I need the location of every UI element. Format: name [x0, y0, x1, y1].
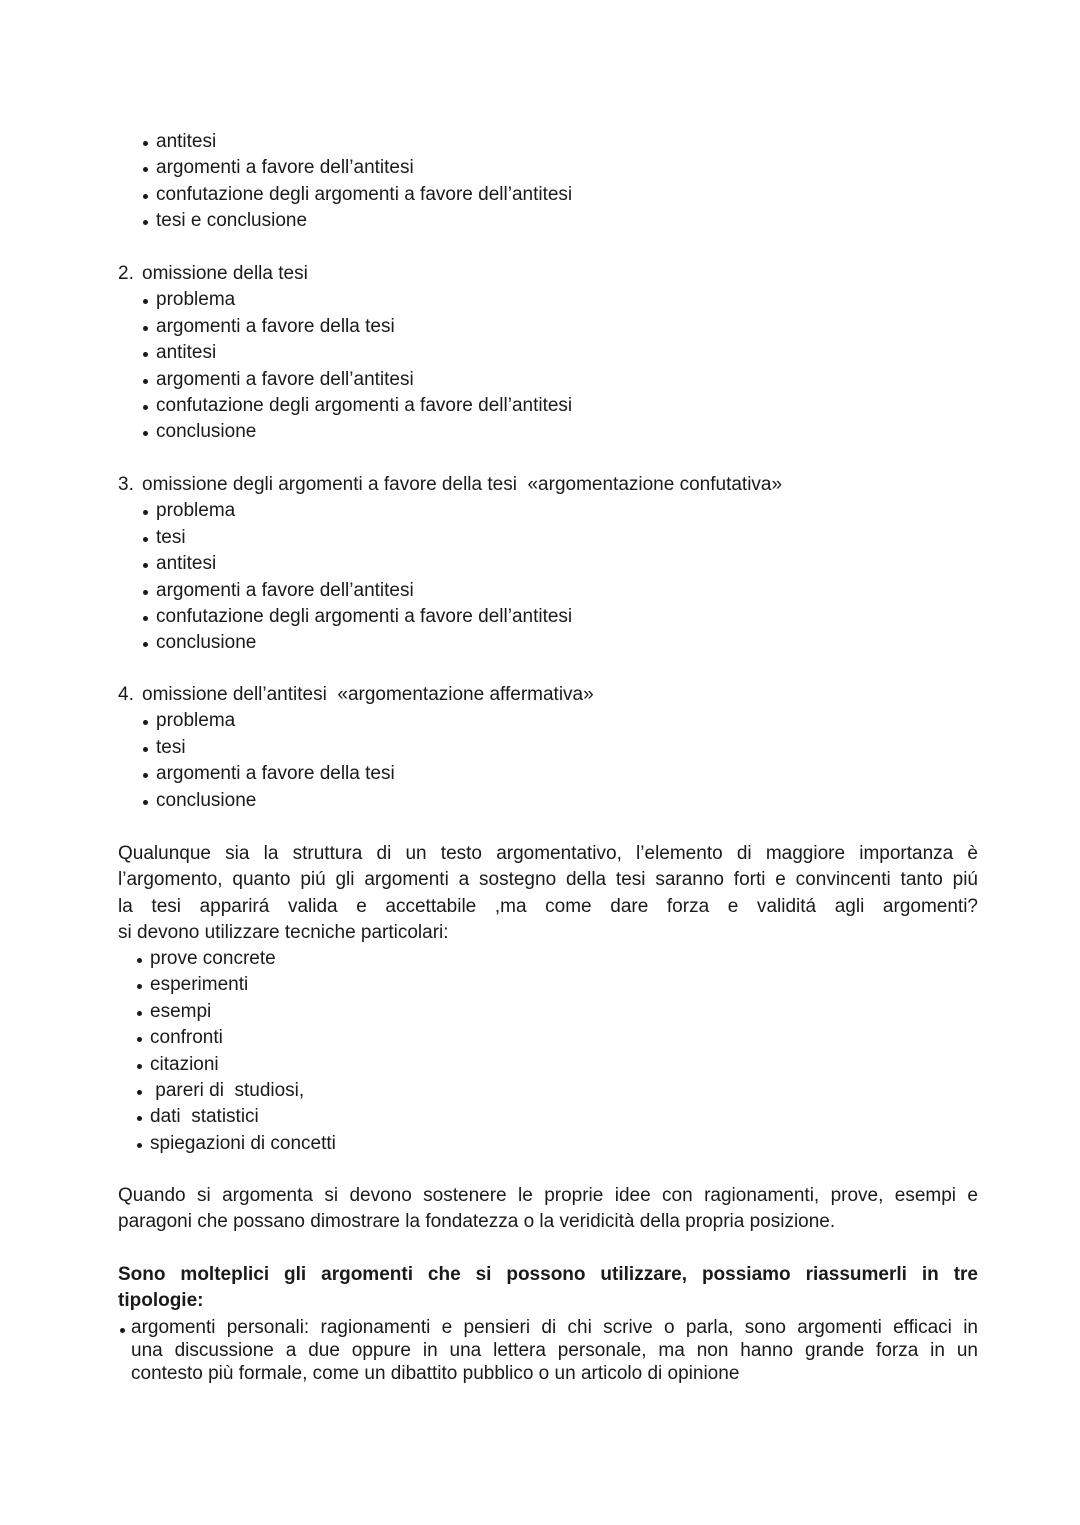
list-item-text: conclusione [156, 632, 257, 654]
text-line: paragoni che possano dimostrare la fondatezza o la veridicità della propria posizione. [118, 1211, 836, 1233]
list-item-text: tesi e conclusione [156, 210, 308, 232]
text-line: una discussione a due oppure in una lettera personale, ma non hanno grande forza in un [131, 1340, 978, 1361]
text-line: l’argomento, quanto piú gli argomenti a sostegno della tesi saranno forti e convincenti tanto piú [118, 869, 978, 891]
text-line: contesto più formale, come un dibattito pubblico o un articolo di opinione [131, 1363, 740, 1384]
list-item-text: problema [156, 289, 236, 311]
list-item [0, 761, 1080, 787]
list-item [0, 630, 1080, 656]
text-line: Quando si argomenta si devono sostenere le proprie idee con ragionamenti, prove, esempi e [118, 1185, 978, 1206]
list-item-text: problema [156, 500, 236, 522]
list-item [0, 419, 1080, 445]
section-title: omissione dell’antitesi «argomentazione affermativa» [142, 684, 594, 705]
list-item-text: confutazione degli argomenti a favore dell’antitesi [156, 605, 573, 627]
list-item [0, 314, 1080, 340]
list-item [0, 498, 1080, 524]
section-list [0, 498, 1080, 656]
text-line: argomenti personali: ragionamenti e pensieri di chi scrive o parla, sono argomenti efficaci in [131, 1317, 978, 1338]
list-item [0, 182, 1080, 208]
text-line: la tesi apparirá valida e accettabile ,ma come dare forza e validitá agli argomenti? [118, 895, 978, 917]
section-heading [118, 472, 783, 498]
list-item-text: tesi [156, 526, 186, 548]
section-number: 2. [118, 263, 134, 284]
list-item-text: conclusione [156, 789, 257, 811]
text-line: Qualunque sia la struttura di un testo argomentativo, l’elemento di maggiore importanza è [118, 843, 978, 864]
section-list [0, 287, 1080, 445]
list-item [0, 551, 1080, 577]
list-item [0, 1052, 1080, 1078]
list-item-text: confutazione degli argomenti a favore dell’antitesi [156, 183, 573, 205]
typology-item-personal [131, 1316, 978, 1385]
list-item [0, 208, 1080, 234]
list-item [0, 946, 1080, 972]
list-item [0, 129, 1080, 155]
list-item-text: confutazione degli argomenti a favore dell’antitesi [156, 394, 573, 416]
section-list [0, 708, 1080, 814]
list-item-text: confronti [150, 1027, 223, 1049]
list-item-text: dati statistici [150, 1106, 259, 1128]
list-item-text: argomenti a favore dell’antitesi [156, 368, 414, 390]
paragraph-importance [118, 841, 978, 947]
list-item [0, 604, 1080, 630]
list-item [0, 367, 1080, 393]
list-item [0, 788, 1080, 814]
list-item-text: antitesi [156, 553, 217, 575]
list-item-text: argomenti a favore dell’antitesi [156, 579, 414, 601]
list-item-text: spiegazioni di concetti [150, 1132, 336, 1154]
list-item [0, 1078, 1080, 1104]
list-item [0, 1025, 1080, 1051]
list-item-text: antitesi [156, 131, 217, 152]
list-item-text: argomenti a favore della tesi [156, 763, 395, 785]
paragraph-argumentation [118, 1183, 978, 1236]
list-item-text: conclusione [156, 421, 257, 443]
text-line: tipologie: [118, 1290, 204, 1312]
techniques-list [0, 946, 1080, 1157]
section-title: omissione degli argomenti a favore della tesi «argomentazione confutativa» [142, 474, 783, 495]
list-item [0, 999, 1080, 1025]
list-item-text: pareri di studiosi, [150, 1079, 305, 1101]
list-item [0, 1104, 1080, 1130]
list-item [0, 708, 1080, 734]
list-item [0, 155, 1080, 181]
list-item-text: antitesi [156, 342, 217, 364]
list-item-text: esempi [150, 1000, 212, 1022]
list-item [0, 287, 1080, 313]
list-item [0, 578, 1080, 604]
list-item [0, 340, 1080, 366]
typologies-heading [118, 1262, 978, 1315]
list-item-text: esperimenti [150, 974, 249, 996]
section-title: omissione della tesi [142, 263, 308, 284]
text-line: Sono molteplici gli argomenti che si possono utilizzare, possiamo riassumerli in tre [118, 1264, 978, 1285]
list-item-text: problema [156, 710, 236, 732]
list-item [0, 735, 1080, 761]
list-item [0, 972, 1080, 998]
section-number: 4. [118, 684, 134, 705]
list-item [0, 393, 1080, 419]
section-heading [118, 261, 308, 287]
list-item [0, 525, 1080, 551]
list-item-text: argomenti a favore della tesi [156, 315, 395, 337]
list-item-text: tesi [156, 736, 186, 758]
structure-list-1-continued [0, 129, 1080, 235]
list-item-text: prove concrete [150, 948, 276, 969]
list-item [0, 1131, 1080, 1157]
section-heading [118, 682, 594, 708]
text-line: si devono utilizzare tecniche particolari: [118, 922, 449, 944]
list-item-text: citazioni [150, 1053, 219, 1075]
section-number: 3. [118, 474, 134, 495]
list-item-text: argomenti a favore dell’antitesi [156, 157, 414, 179]
